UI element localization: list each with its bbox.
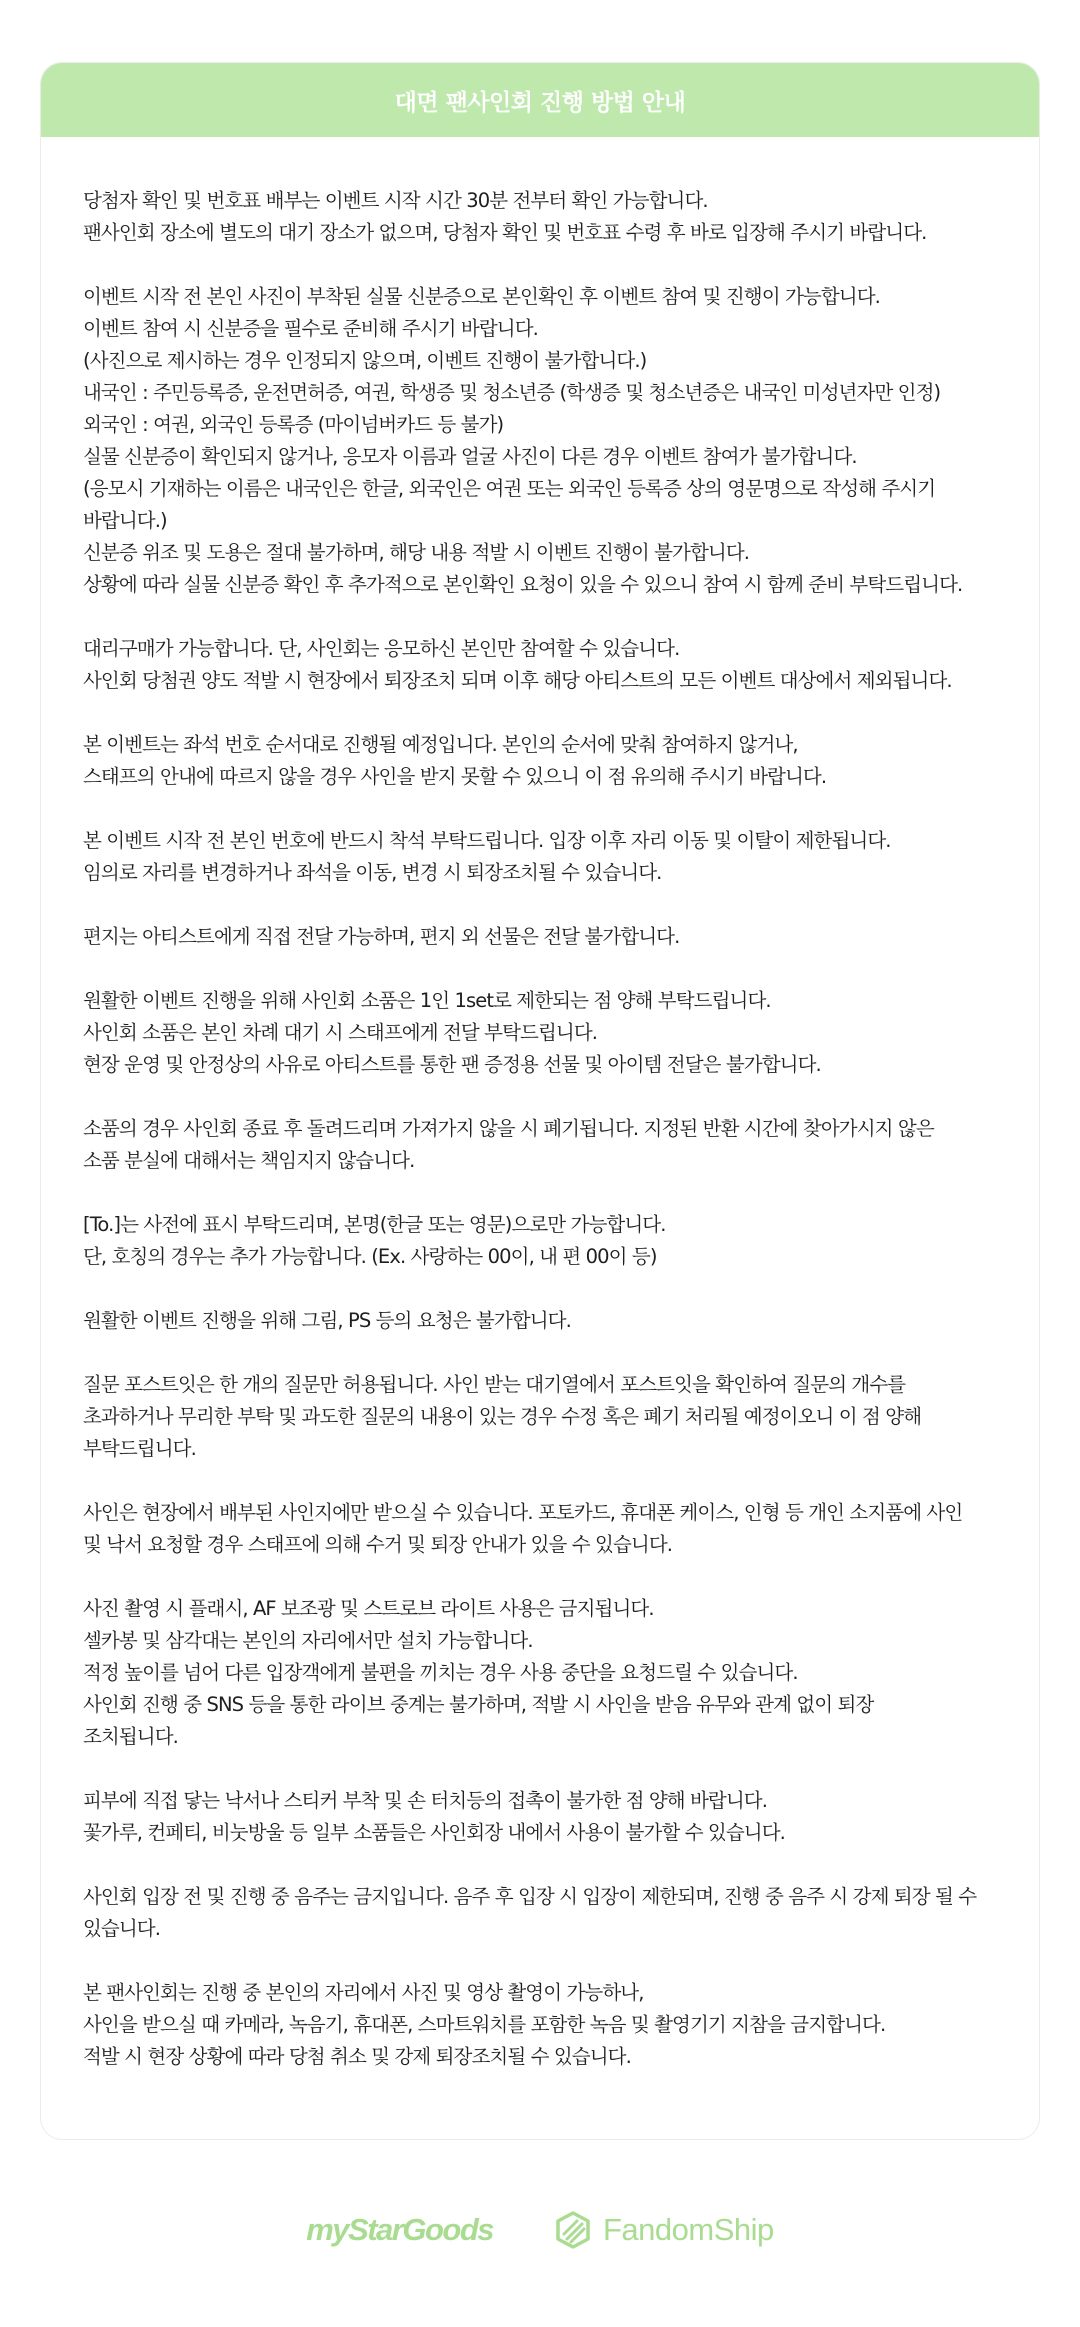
notice-line: 외국인 : 여권, 외국인 등록증 (마이넘버카드 등 불가) <box>83 413 504 436</box>
notice-paragraph <box>83 985 997 1081</box>
notice-paragraph <box>83 1369 997 1465</box>
notice-line: 부탁드립니다. <box>83 1437 196 1460</box>
notice-line: 적정 높이를 넘어 다른 입장객에게 불편을 끼치는 경우 사용 중단을 요청드릴 수 있습니다. <box>83 1661 798 1684</box>
notice-line: 있습니다. <box>83 1917 161 1940</box>
notice-line: 사인회 당첨권 양도 적발 시 현장에서 퇴장조치 되며 이후 해당 아티스트의 모든 이벤트 대상에서 제외됩니다. <box>83 669 952 692</box>
notice-card <box>40 62 1040 2140</box>
notice-line: 피부에 직접 닿는 낙서나 스티커 부착 및 손 터치등의 접촉이 불가한 점 양해 바랍니다. <box>83 1789 768 1812</box>
notice-line: 셀카봉 및 삼각대는 본인의 자리에서만 설치 가능합니다. <box>83 1629 533 1652</box>
notice-line: [To.]는 사전에 표시 부탁드리며, 본명(한글 또는 영문)으로만 가능합니다. <box>83 1213 666 1236</box>
notice-line: 적발 시 현장 상황에 따라 당첨 취소 및 강제 퇴장조치될 수 있습니다. <box>83 2045 631 2068</box>
notice-paragraph <box>83 1497 997 1561</box>
notice-line: 이벤트 참여 시 신분증을 필수로 준비해 주시기 바랍니다. <box>83 317 538 340</box>
notice-line: 본 팬사인회는 진행 중 본인의 자리에서 사진 및 영상 촬영이 가능하나, <box>83 1981 644 2004</box>
notice-line: 내국인 : 주민등록증, 운전면허증, 여권, 학생증 및 청소년증 (학생증 및 청소년증은 내국인 미성년자만 인정) <box>83 381 941 404</box>
notice-line: (응모시 기재하는 이름은 내국인은 한글, 외국인은 여권 또는 외국인 등록증 상의 영문명으로 작성해 주시기 <box>83 477 936 500</box>
notice-line: 사인회 진행 중 SNS 등을 통한 라이브 중계는 불가하며, 적발 시 사인을 받음 유무와 관계 없이 퇴장 <box>83 1693 874 1716</box>
notice-line: 조치됩니다. <box>83 1725 178 1748</box>
notice-line: 소품 분실에 대해서는 책임지지 않습니다. <box>83 1149 415 1172</box>
notice-line: 소품의 경우 사인회 종료 후 돌려드리며 가져가지 않을 시 폐기됩니다. 지정된 반환 시간에 찾아가시지 않은 <box>83 1117 934 1140</box>
notice-line: 원활한 이벤트 진행을 위해 사인회 소품은 1인 1set로 제한되는 점 양해 부탁드립니다. <box>83 989 771 1012</box>
notice-line: 사인회 소품은 본인 차례 대기 시 스태프에게 전달 부탁드립니다. <box>83 1021 598 1044</box>
fandomship-icon <box>553 2210 593 2250</box>
notice-line: 현장 운영 및 안정상의 사유로 아티스트를 통한 팬 증정용 선물 및 아이템 전달은 불가합니다. <box>83 1053 821 1076</box>
notice-line: 사인은 현장에서 배부된 사인지에만 받으실 수 있습니다. 포토카드, 휴대폰 케이스, 인형 등 개인 소지품에 사인 <box>83 1501 963 1524</box>
notice-line: 임의로 자리를 변경하거나 좌석을 이동, 변경 시 퇴장조치될 수 있습니다. <box>83 861 662 884</box>
notice-line: 팬사인회 장소에 별도의 대기 장소가 없으며, 당첨자 확인 및 번호표 수령 후 바로 입장해 주시기 바랍니다. <box>83 221 927 244</box>
notice-line: 사인회 입장 전 및 진행 중 음주는 금지입니다. 음주 후 입장 시 입장이 제한되며, 진행 중 음주 시 강제 퇴장 될 수 <box>83 1885 977 1908</box>
notice-title: 대면 팬사인회 진행 방법 안내 <box>394 89 686 116</box>
notice-line: 상황에 따라 실물 신분증 확인 후 추가적으로 본인확인 요청이 있을 수 있으니 참여 시 함께 준비 부탁드립니다. <box>83 573 963 596</box>
notice-line: 및 낙서 요청할 경우 스태프에 의해 수거 및 퇴장 안내가 있을 수 있습니다. <box>83 1533 673 1556</box>
notice-line: 사진 촬영 시 플래시, AF 보조광 및 스트로브 라이트 사용은 금지됩니다. <box>83 1597 654 1620</box>
notice-line: 당첨자 확인 및 번호표 배부는 이벤트 시작 시간 30분 전부터 확인 가능합니다. <box>83 189 708 212</box>
notice-line: 신분증 위조 및 도용은 절대 불가하며, 해당 내용 적발 시 이벤트 진행이 불가합니다. <box>83 541 750 564</box>
notice-line: 원활한 이벤트 진행을 위해 그림, PS 등의 요청은 불가합니다. <box>83 1309 571 1332</box>
mystargoods-logo: myStarGoods <box>306 2212 493 2247</box>
notice-line: 본 이벤트는 좌석 번호 순서대로 진행될 예정입니다. 본인의 순서에 맞춰 참여하지 않거나, <box>83 733 798 756</box>
notice-body <box>41 137 1039 2073</box>
footer-logos <box>0 2200 1080 2260</box>
notice-line: 질문 포스트잇은 한 개의 질문만 허용됩니다. 사인 받는 대기열에서 포스트잇을 확인하여 질문의 개수를 <box>83 1373 906 1396</box>
notice-paragraph <box>83 1113 997 1177</box>
notice-line: 꽃가루, 컨페티, 비눗방울 등 일부 소품들은 사인회장 내에서 사용이 불가할 수 있습니다. <box>83 1821 785 1844</box>
notice-paragraph <box>83 1977 997 2073</box>
fandomship-logo <box>553 2210 774 2250</box>
notice-line: 편지는 아티스트에게 직접 전달 가능하며, 편지 외 선물은 전달 불가합니다. <box>83 925 680 948</box>
notice-line: 대리구매가 가능합니다. 단, 사인회는 응모하신 본인만 참여할 수 있습니다. <box>83 637 680 660</box>
notice-line: 사인을 받으실 때 카메라, 녹음기, 휴대폰, 스마트워치를 포함한 녹음 및 촬영기기 지참을 금지합니다. <box>83 2013 886 2036</box>
notice-line: 단, 호칭의 경우는 추가 가능합니다. (Ex. 사랑하는 00이, 내 편 00이 등) <box>83 1245 657 1268</box>
notice-paragraph <box>83 185 997 249</box>
notice-paragraph <box>83 1593 997 1753</box>
notice-line: (사진으로 제시하는 경우 인정되지 않으며, 이벤트 진행이 불가합니다.) <box>83 349 647 372</box>
fandomship-wordmark: FandomShip <box>603 2212 774 2247</box>
notice-paragraph <box>83 1305 997 1337</box>
notice-paragraph <box>83 825 997 889</box>
notice-paragraph <box>83 921 997 953</box>
notice-header <box>41 63 1039 137</box>
notice-paragraph <box>83 1881 997 1945</box>
notice-paragraph <box>83 1209 997 1273</box>
notice-line: 스태프의 안내에 따르지 않을 경우 사인을 받지 못할 수 있으니 이 점 유의해 주시기 바랍니다. <box>83 765 827 788</box>
notice-paragraph <box>83 1785 997 1849</box>
notice-paragraph <box>83 633 997 697</box>
notice-paragraph <box>83 729 997 793</box>
notice-line: 바랍니다.) <box>83 509 167 532</box>
notice-line: 이벤트 시작 전 본인 사진이 부착된 실물 신분증으로 본인확인 후 이벤트 참여 및 진행이 가능합니다. <box>83 285 880 308</box>
notice-line: 초과하거나 무리한 부탁 및 과도한 질문의 내용이 있는 경우 수정 혹은 폐기 처리될 예정이오니 이 점 양해 <box>83 1405 922 1428</box>
notice-line: 본 이벤트 시작 전 본인 번호에 반드시 착석 부탁드립니다. 입장 이후 자리 이동 및 이탈이 제한됩니다. <box>83 829 891 852</box>
notice-line: 실물 신분증이 확인되지 않거나, 응모자 이름과 얼굴 사진이 다른 경우 이벤트 참여가 불가합니다. <box>83 445 857 468</box>
notice-paragraph <box>83 281 997 601</box>
